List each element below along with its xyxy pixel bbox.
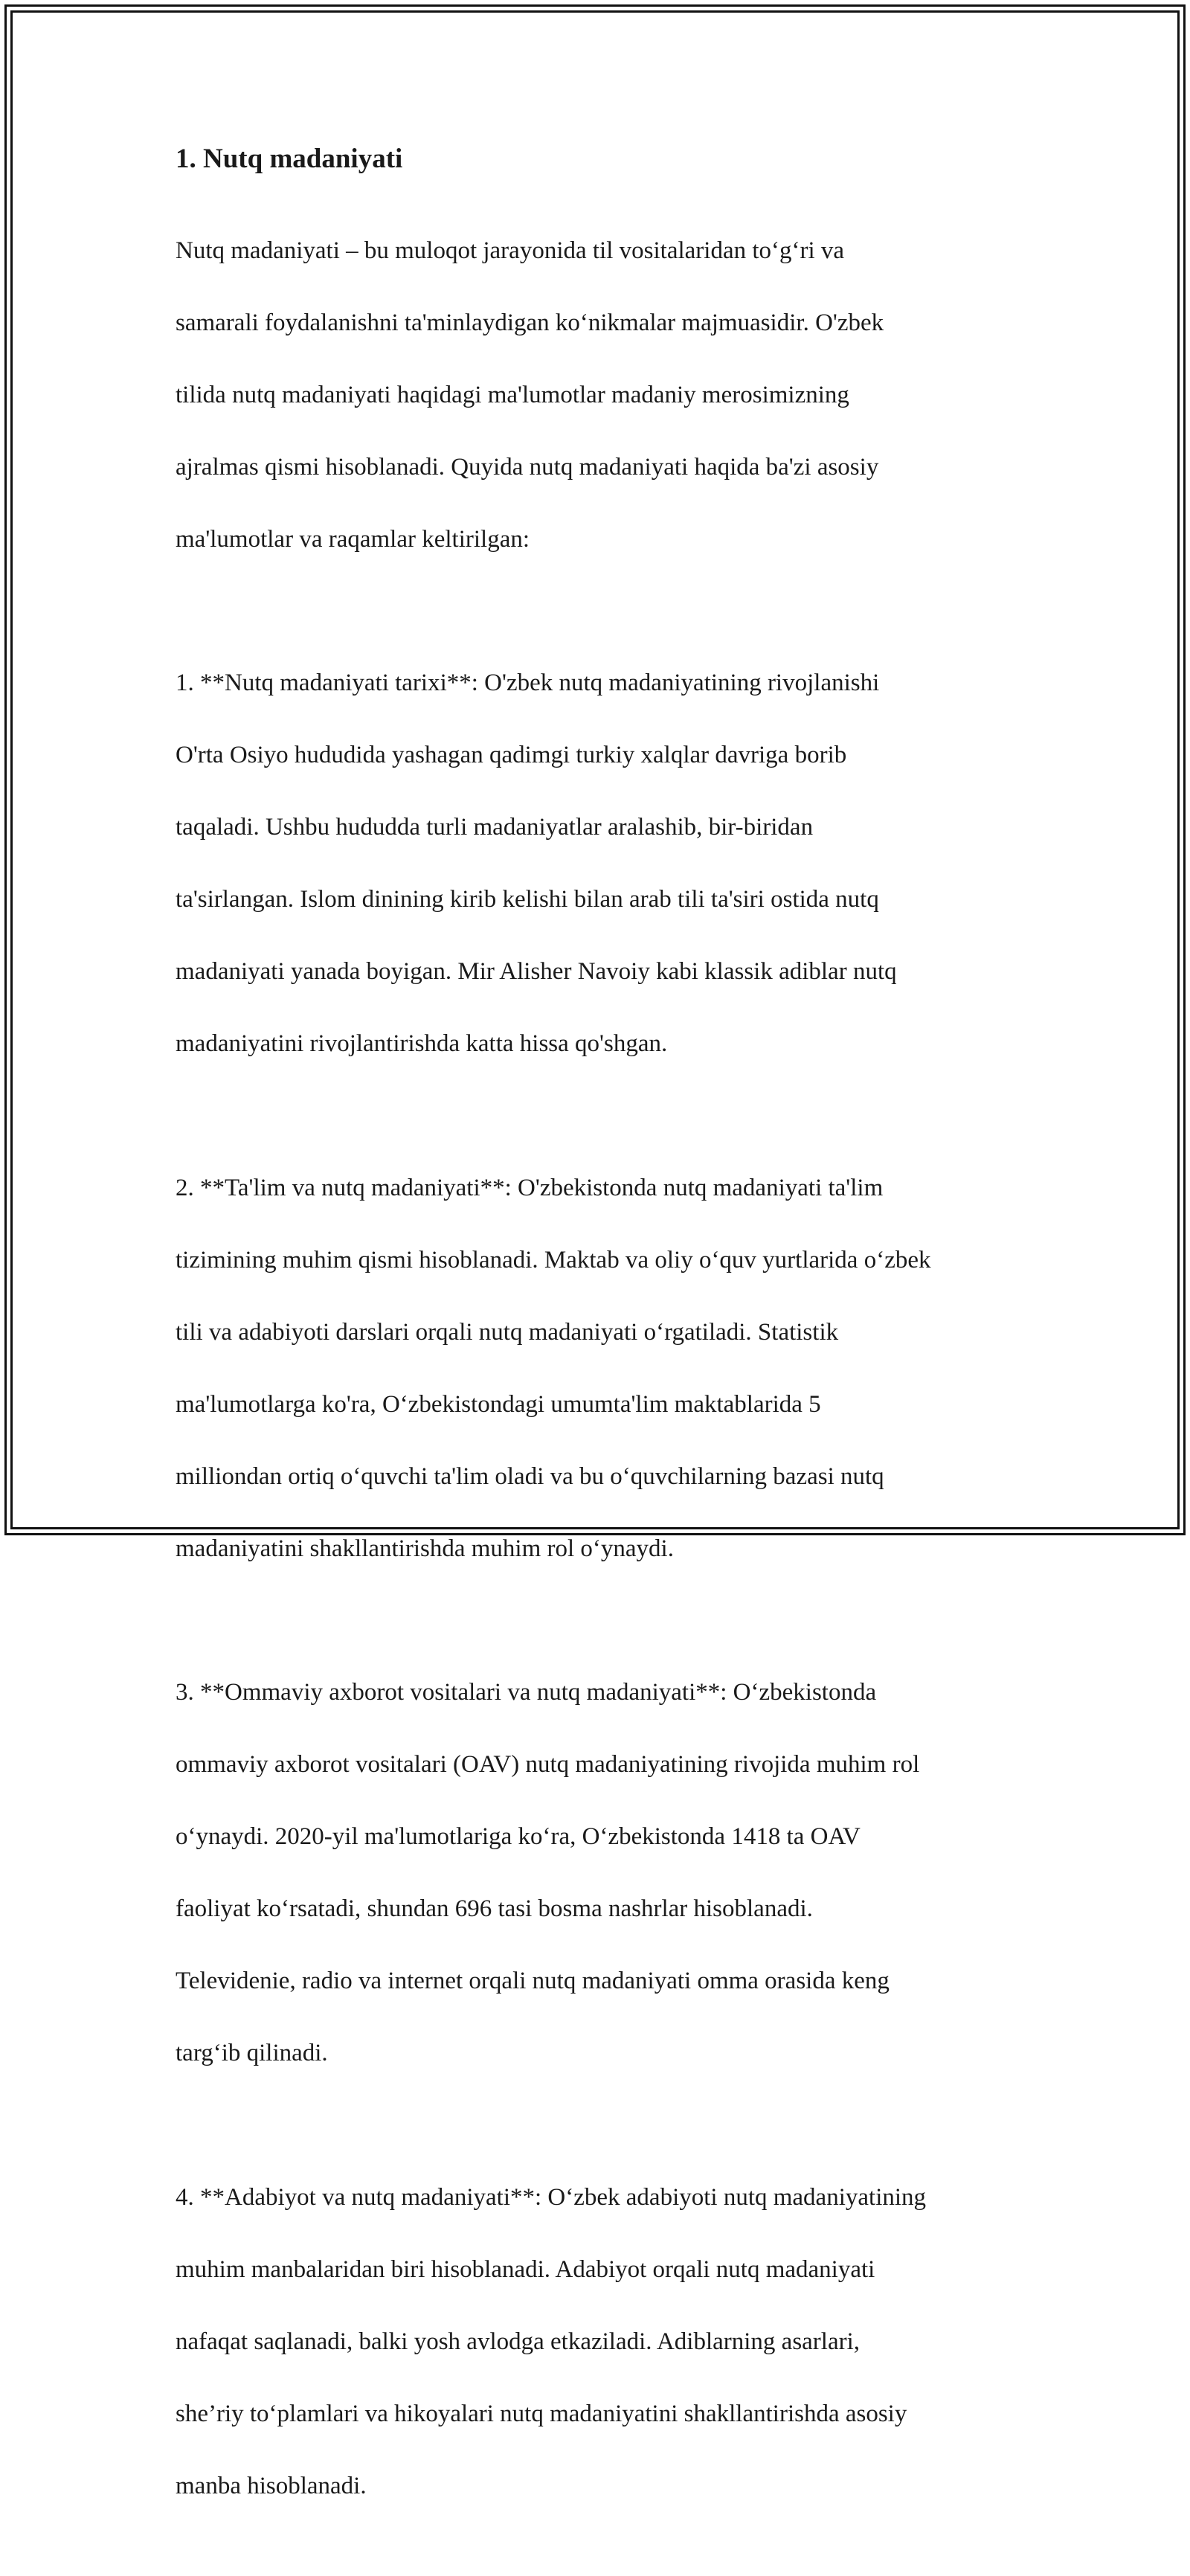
text-line: taqaladi. Ushbu hududda turli madaniyatlar aralashib, bir-biridan xyxy=(176,814,814,841)
text-line: ajralmas qismi hisoblanadi. Quyida nutq madaniyati haqida ba'zi asosiy xyxy=(176,453,879,481)
text-line: madaniyati yanada boyigan. Mir Alisher Navoiy kabi klassik adiblar nutq xyxy=(176,958,897,985)
text-line: samarali foydalanishni ta'minlaydigan ko‘nikmalar majmuasidir. O'zbek xyxy=(176,309,884,336)
paragraph-history xyxy=(176,629,1023,1099)
text-line: 2. **Ta'lim va nutq madaniyati**: O'zbekistonda nutq madaniyati ta'lim xyxy=(176,1174,884,1201)
document-body xyxy=(176,141,1023,2576)
paragraph-intro xyxy=(176,196,1023,594)
text-line: ma'lumotlarga ko'ra, O‘zbekistondagi umumta'lim maktablarida 5 xyxy=(176,1390,821,1418)
text-line: muhim manbalaridan biri hisoblanadi. Adabiyot orqali nutq madaniyati xyxy=(176,2255,875,2283)
text-line: ommaviy axborot vositalari (OAV) nutq madaniyatining rivojida muhim rol xyxy=(176,1751,920,1778)
text-line: Televidenie, radio va internet orqali nutq madaniyati omma orasida keng xyxy=(176,1968,890,1994)
text-line: she’riy to‘plamlari va hikoyalari nutq madaniyatini shakllantirishda asosiy xyxy=(176,2400,907,2427)
text-line: ta'sirlangan. Islom dinining kirib kelishi bilan arab tili ta'siri ostida nutq xyxy=(176,886,879,913)
paragraph-literature xyxy=(176,2143,1023,2540)
text-line: tizimining muhim qismi hisoblanadi. Maktab va oliy o‘quv yurtlarida o‘zbek xyxy=(176,1246,931,1273)
text-line: madaniyatini shakllantirishda muhim rol o‘ynaydi. xyxy=(176,1535,674,1562)
text-line: tili va adabiyoti darslari orqali nutq madaniyati o‘rgatiladi. Statistik xyxy=(176,1318,839,1346)
section-heading: 1. Nutq madaniyati xyxy=(176,144,403,174)
text-line: 3. **Ommaviy axborot vositalari va nutq madaniyati**: O‘zbekistonda xyxy=(176,1679,877,1706)
text-line: manba hisoblanadi. xyxy=(176,2472,367,2499)
text-line: O'rta Osiyo hududida yashagan qadimgi turkiy xalqlar davriga borib xyxy=(176,742,847,768)
text-line: nafaqat saqlanadi, balki yosh avlodga etkaziladi. Adiblarning asarlari, xyxy=(176,2328,861,2355)
text-line: Nutq madaniyati – bu muloqot jarayonida til vositalaridan to‘g‘ri va xyxy=(176,237,845,264)
text-line: 1. **Nutq madaniyati tarixi**: O'zbek nutq madaniyatining rivojlanishi xyxy=(176,669,880,696)
paragraph-media xyxy=(176,1639,1023,2108)
text-line: madaniyatini rivojlantirishda katta hissa qo'shgan. xyxy=(176,1030,668,1057)
text-line: tilida nutq madaniyati haqidagi ma'lumotlar madaniy merosimizning xyxy=(176,381,849,408)
paragraph-education xyxy=(176,1134,1023,1603)
text-line: o‘ynaydi. 2020-yil ma'lumotlariga ko‘ra, O‘zbekistonda 1418 ta OAV xyxy=(176,1823,861,1850)
text-line: milliondan ortiq o‘quvchi ta'lim oladi va bu o‘quvchilarning bazasi nutq xyxy=(176,1462,884,1490)
text-line: faoliyat ko‘rsatadi, shundan 696 tasi bosma nashrlar hisoblanadi. xyxy=(176,1895,813,1922)
text-line: 4. **Adabiyot va nutq madaniyati**: O‘zbek adabiyoti nutq madaniyatining xyxy=(176,2183,927,2211)
text-line: targ‘ib qilinadi. xyxy=(176,2040,328,2066)
text-line: ma'lumotlar va raqamlar keltirilgan: xyxy=(176,525,530,553)
